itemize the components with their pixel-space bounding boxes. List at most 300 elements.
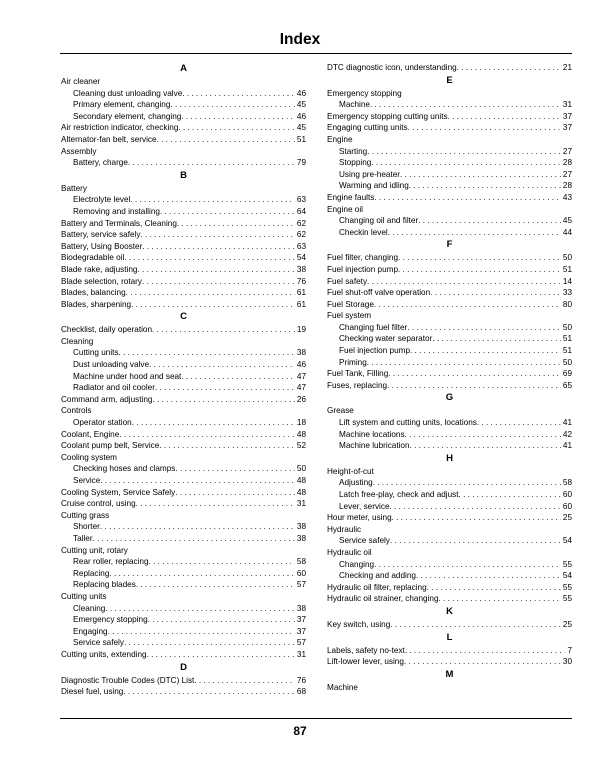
- entry-label: Battery and Terminals, Cleaning: [61, 218, 177, 228]
- dot-leader: [175, 463, 294, 475]
- dot-leader: [194, 675, 295, 687]
- entry-page-number: 31: [296, 499, 306, 509]
- dot-leader: [373, 477, 561, 489]
- entry-page-number: 37: [562, 123, 572, 133]
- index-entry: [327, 582, 572, 594]
- dot-leader: [136, 498, 295, 510]
- index-subentry: [327, 345, 572, 357]
- index-entry: [327, 287, 572, 299]
- entry-label: Controls: [61, 406, 92, 416]
- index-subentry: [327, 322, 572, 334]
- entry-label: Lift-lower lever, using: [327, 657, 404, 667]
- dot-leader: [390, 535, 561, 547]
- dot-leader: [109, 568, 294, 580]
- dot-leader: [175, 487, 295, 499]
- entry-label: Cooling system: [61, 452, 117, 462]
- dot-leader: [105, 603, 295, 615]
- index-subentry: [61, 347, 306, 359]
- dot-leader: [93, 533, 295, 545]
- top-rule: [60, 53, 572, 54]
- entry-label: Diesel fuel, using: [61, 687, 124, 697]
- entry-label: Hour meter, using: [327, 513, 392, 523]
- entry-label: Assembly: [61, 146, 97, 156]
- dot-leader: [387, 380, 561, 392]
- index-entry: [327, 512, 572, 524]
- entry-label: Cutting unit, rotary: [61, 545, 128, 555]
- index-entry: [61, 429, 306, 441]
- entry-label: Fuel system: [327, 311, 372, 321]
- entry-page-number: 51: [562, 264, 572, 274]
- index-subentry: [61, 568, 306, 580]
- entry-label: Checking hoses and clamps: [73, 464, 176, 474]
- dot-leader: [124, 252, 295, 264]
- dot-leader: [155, 382, 295, 394]
- bottom-rule: [60, 718, 572, 719]
- entry-label: Radiator and oil cooler: [73, 383, 155, 393]
- index-subentry: [61, 521, 306, 533]
- index-entry: [61, 324, 306, 336]
- dot-leader: [405, 645, 566, 657]
- dot-leader: [182, 88, 295, 100]
- dot-leader: [367, 146, 561, 158]
- entry-label: Fuel injection pump: [339, 346, 410, 356]
- entry-page-number: 25: [562, 513, 572, 523]
- dot-leader: [148, 614, 295, 626]
- dot-leader: [181, 111, 295, 123]
- index-group-heading: [327, 682, 572, 694]
- dot-leader: [119, 347, 295, 359]
- entry-page-number: 42: [562, 429, 572, 439]
- dot-leader: [416, 570, 561, 582]
- entry-label: Rear roller, replacing: [73, 557, 149, 567]
- entry-page-number: 63: [296, 195, 306, 205]
- entry-label: Labels, safety no-text: [327, 645, 405, 655]
- entry-label: Priming: [339, 357, 367, 367]
- entry-page-number: 80: [562, 299, 572, 309]
- dot-leader: [398, 252, 561, 264]
- entry-page-number: 50: [562, 253, 572, 263]
- dot-leader: [147, 649, 295, 661]
- index-entry: [61, 487, 306, 499]
- index-entry: [327, 645, 572, 657]
- entry-page-number: 54: [562, 536, 572, 546]
- entry-page-number: 69: [562, 369, 572, 379]
- index-subentry: [327, 357, 572, 369]
- entry-page-number: 76: [296, 675, 306, 685]
- entry-page-number: 38: [296, 533, 306, 543]
- entry-label: Service safely: [73, 638, 124, 648]
- index-subentry: [61, 359, 306, 371]
- entry-label: Checking and adding: [339, 571, 416, 581]
- entry-label: Machine: [339, 100, 370, 110]
- entry-page-number: 58: [296, 557, 306, 567]
- index-entry: [327, 276, 572, 288]
- entry-page-number: 37: [296, 626, 306, 636]
- index-subentry: [327, 146, 572, 158]
- entry-label: Service safely: [339, 536, 390, 546]
- entry-page-number: 37: [562, 111, 572, 121]
- entry-page-number: 51: [562, 346, 572, 356]
- entry-page-number: 65: [562, 380, 572, 390]
- entry-page-number: 50: [562, 322, 572, 332]
- dot-leader: [177, 218, 295, 230]
- entry-label: Engine faults: [327, 192, 375, 202]
- dot-leader: [157, 134, 295, 146]
- entry-label: Fuel safety: [327, 276, 368, 286]
- dot-leader: [142, 276, 295, 288]
- entry-label: Cutting units: [73, 348, 119, 358]
- dot-leader: [136, 579, 295, 591]
- entry-page-number: 47: [296, 383, 306, 393]
- dot-leader: [432, 333, 561, 345]
- entry-page-number: 76: [296, 276, 306, 286]
- entry-page-number: 48: [296, 487, 306, 497]
- entry-page-number: 47: [296, 371, 306, 381]
- entry-page-number: 57: [296, 580, 306, 590]
- entry-label: Hydraulic oil strainer, changing: [327, 594, 439, 604]
- index-entry: [327, 252, 572, 264]
- dot-leader: [126, 287, 295, 299]
- index-subentry: [61, 194, 306, 206]
- entry-page-number: 55: [562, 594, 572, 604]
- entry-page-number: 60: [562, 501, 572, 511]
- entry-label: Stopping: [339, 158, 372, 168]
- entry-label: Battery, charge: [73, 158, 128, 168]
- entry-label: Fuel injection pump: [327, 264, 398, 274]
- entry-label: Machine: [327, 682, 358, 692]
- entry-label: Fuel Tank, Filling: [327, 369, 389, 379]
- entry-label: Using pre-heater: [339, 169, 400, 179]
- index-subentry: [61, 417, 306, 429]
- entry-label: Removing and installing: [73, 206, 160, 216]
- dot-leader: [410, 440, 561, 452]
- entry-label: Emergency stopping: [73, 615, 148, 625]
- dot-leader: [418, 215, 561, 227]
- index-entry: [327, 192, 572, 204]
- dot-leader: [152, 394, 294, 406]
- entry-label: Fuel shut-off valve operation: [327, 288, 431, 298]
- index-entry: [327, 111, 572, 123]
- index-subentry: [61, 614, 306, 626]
- entry-page-number: 48: [296, 429, 306, 439]
- dot-leader: [388, 368, 561, 380]
- index-entry: [327, 299, 572, 311]
- entry-page-number: 54: [296, 253, 306, 263]
- entry-label: Changing: [339, 559, 375, 569]
- entry-page-number: 30: [562, 657, 572, 667]
- index-subentry: [61, 463, 306, 475]
- index-subentry: [61, 579, 306, 591]
- index-group-heading: [61, 545, 306, 557]
- entry-label: Battery, Using Booster: [61, 241, 143, 251]
- entry-page-number: 50: [296, 464, 306, 474]
- entry-page-number: 41: [562, 418, 572, 428]
- index-entry: [61, 122, 306, 134]
- index-subentry: [327, 477, 572, 489]
- entry-page-number: 79: [296, 158, 306, 168]
- index-subentry: [61, 88, 306, 100]
- entry-page-number: 50: [562, 357, 572, 367]
- dot-leader: [128, 157, 295, 169]
- entry-page-number: 51: [562, 334, 572, 344]
- index-entry: [327, 593, 572, 605]
- dot-leader: [374, 559, 561, 571]
- page-number: 87: [293, 724, 307, 738]
- dot-leader: [427, 582, 561, 594]
- dot-leader: [149, 556, 295, 568]
- section-letter: G: [445, 392, 454, 404]
- section-letter: L: [446, 631, 453, 643]
- entry-page-number: 44: [562, 227, 572, 237]
- dot-leader: [448, 111, 561, 123]
- index-subentry: [327, 559, 572, 571]
- entry-label: Primary element, changing: [73, 100, 171, 110]
- index-subentry: [61, 556, 306, 568]
- index-subentry: [61, 99, 306, 111]
- index-group-heading: [61, 452, 306, 464]
- index-group-heading: [327, 88, 572, 100]
- entry-label: Cutting units: [61, 591, 107, 601]
- index-subentry: [61, 157, 306, 169]
- index-group-heading: [327, 405, 572, 417]
- dot-leader: [371, 157, 561, 169]
- entry-label: Fuel filter, changing: [327, 253, 399, 263]
- entry-page-number: 57: [296, 638, 306, 648]
- entry-label: Checklist, daily operation: [61, 325, 153, 335]
- section-letter: B: [180, 169, 187, 181]
- entry-label: Battery: [61, 183, 87, 193]
- entry-page-number: 61: [296, 288, 306, 298]
- entry-label: Machine under hood and seat: [73, 371, 182, 381]
- index-group-heading: [61, 76, 306, 88]
- index-group-heading: [327, 310, 572, 322]
- dot-leader: [477, 417, 561, 429]
- entry-page-number: 31: [562, 100, 572, 110]
- entry-page-number: 7: [567, 645, 572, 655]
- entry-page-number: 45: [296, 100, 306, 110]
- dot-leader: [374, 192, 561, 204]
- dot-leader: [374, 299, 561, 311]
- section-letter: D: [180, 661, 187, 673]
- entry-page-number: 68: [296, 687, 306, 697]
- entry-page-number: 38: [296, 522, 306, 532]
- index-subentry: [61, 111, 306, 123]
- entry-label: DTC diagnostic icon, understanding: [327, 63, 457, 72]
- index-group-heading: [61, 146, 306, 158]
- index-group-heading: [327, 547, 572, 559]
- entry-page-number: 33: [562, 288, 572, 298]
- entry-page-number: 27: [562, 146, 572, 156]
- index-entry: [61, 686, 306, 698]
- dot-leader: [390, 619, 561, 631]
- entry-label: Electrolyte level: [73, 195, 131, 205]
- entry-page-number: 26: [296, 394, 306, 404]
- entry-page-number: 55: [562, 582, 572, 592]
- entry-label: Emergency stopping cutting units: [327, 111, 448, 121]
- entry-label: Diagnostic Trouble Codes (DTC) List: [61, 675, 195, 685]
- index-subentry: [61, 637, 306, 649]
- entry-label: Height-of-cut: [327, 466, 374, 476]
- index-group-heading: [61, 183, 306, 195]
- entry-label: Latch free-play, check and adjust: [339, 490, 459, 499]
- entry-page-number: 14: [562, 276, 572, 286]
- index-subentry: [327, 169, 572, 181]
- entry-label: Cleaning: [61, 336, 94, 346]
- index-entry: [327, 380, 572, 392]
- entry-page-number: 55: [562, 559, 572, 569]
- index-entry: [61, 675, 306, 687]
- index-subentry: [327, 333, 572, 345]
- index-entry: [61, 299, 306, 311]
- entry-label: Grease: [327, 406, 354, 416]
- entry-page-number: 58: [562, 478, 572, 488]
- dot-leader: [407, 322, 561, 334]
- dot-leader: [370, 99, 561, 111]
- entry-label: Lever, service: [339, 501, 390, 511]
- entry-label: Fuel Storage: [327, 299, 374, 309]
- dot-leader: [410, 345, 561, 357]
- entry-label: Changing fuel filter: [339, 322, 408, 332]
- entry-page-number: 62: [296, 218, 306, 228]
- entry-label: Biodegradable oil: [61, 253, 125, 263]
- entry-label: Changing oil and filter: [339, 216, 419, 226]
- dot-leader: [119, 429, 295, 441]
- entry-page-number: 38: [296, 264, 306, 274]
- index-group-heading: [327, 204, 572, 216]
- entry-page-number: 45: [296, 123, 306, 133]
- dot-leader: [149, 359, 295, 371]
- dot-leader: [100, 521, 295, 533]
- index-subentry: [327, 489, 572, 501]
- entry-page-number: 21: [562, 63, 572, 72]
- index-subentry: [327, 417, 572, 429]
- index-entry: [327, 122, 572, 134]
- index-column-left: [61, 62, 306, 698]
- entry-page-number: 46: [296, 360, 306, 370]
- entry-label: Cooling System, Service Safely: [61, 487, 176, 497]
- entry-page-number: 28: [562, 181, 572, 191]
- entry-label: Command arm, adjusting: [61, 394, 153, 404]
- entry-page-number: 51: [296, 134, 306, 144]
- entry-page-number: 60: [296, 568, 306, 578]
- entry-label: Taller: [73, 533, 93, 543]
- entry-page-number: 54: [562, 571, 572, 581]
- entry-label: Machine locations: [339, 429, 405, 439]
- index-entry: [327, 264, 572, 276]
- dot-leader: [124, 637, 295, 649]
- index-group-heading: [61, 510, 306, 522]
- dot-leader: [130, 194, 295, 206]
- dot-leader: [170, 99, 295, 111]
- entry-label: Warming and idling: [339, 181, 409, 191]
- dot-leader: [405, 429, 561, 441]
- index-entry: [327, 656, 572, 668]
- dot-leader: [132, 417, 295, 429]
- entry-label: Air restriction indicator, checking: [61, 123, 179, 133]
- index-group-heading: [327, 524, 572, 536]
- entry-page-number: 62: [296, 230, 306, 240]
- index-subentry: [327, 215, 572, 227]
- dot-leader: [367, 357, 561, 369]
- entry-page-number: 64: [296, 206, 306, 216]
- dot-leader: [123, 686, 295, 698]
- entry-label: Coolant pump belt, Service: [61, 441, 160, 451]
- dot-leader: [181, 371, 295, 383]
- entry-label: Coolant, Engine: [61, 429, 120, 439]
- dot-leader: [457, 62, 561, 74]
- dot-leader: [160, 206, 295, 218]
- dot-leader: [459, 489, 561, 501]
- entry-page-number: 27: [562, 169, 572, 179]
- entry-label: Service: [73, 476, 101, 485]
- dot-leader: [137, 264, 294, 276]
- index-entry: [61, 229, 306, 241]
- dot-leader: [409, 180, 561, 192]
- dot-leader: [430, 287, 561, 299]
- entry-page-number: 61: [296, 299, 306, 309]
- index-group-heading: [61, 405, 306, 417]
- index-subentry: [327, 99, 572, 111]
- entry-label: Engaging: [73, 626, 108, 636]
- entry-page-number: 63: [296, 241, 306, 251]
- index-entry: [61, 218, 306, 230]
- entry-label: Key switch, using: [327, 619, 391, 629]
- entry-page-number: 31: [296, 649, 306, 659]
- entry-label: Blade selection, rotary: [61, 276, 143, 286]
- entry-label: Blade rake, adjusting: [61, 264, 138, 274]
- entry-page-number: 41: [562, 441, 572, 451]
- dot-leader: [108, 626, 295, 638]
- entry-label: Cutting units, extending: [61, 649, 147, 659]
- index-subentry: [327, 180, 572, 192]
- section-letter: F: [446, 239, 453, 251]
- index-column-right: [327, 62, 572, 693]
- section-letter: A: [180, 63, 187, 74]
- index-subentry: [61, 603, 306, 615]
- section-letter: H: [446, 452, 453, 464]
- entry-page-number: 52: [296, 441, 306, 451]
- index-entry: [61, 440, 306, 452]
- dot-leader: [159, 440, 295, 452]
- entry-page-number: 43: [562, 192, 572, 202]
- index-subentry: [61, 382, 306, 394]
- index-subentry: [61, 626, 306, 638]
- entry-label: Blades, balancing: [61, 288, 126, 298]
- entry-label: Hydraulic oil filter, replacing: [327, 582, 427, 592]
- entry-label: Operator station: [73, 418, 132, 428]
- dot-leader: [178, 122, 294, 134]
- index-subentry: [61, 533, 306, 545]
- dot-leader: [400, 169, 561, 181]
- entry-label: Battery, service safely: [61, 230, 141, 240]
- entry-label: Hydraulic: [327, 524, 362, 534]
- entry-page-number: 60: [562, 490, 572, 499]
- entry-label: Cutting grass: [61, 510, 110, 520]
- entry-page-number: 37: [296, 615, 306, 625]
- entry-page-number: 38: [296, 348, 306, 358]
- index-entry: [61, 241, 306, 253]
- index-group-heading: [61, 336, 306, 348]
- entry-label: Fuses, replacing: [327, 380, 388, 390]
- dot-leader: [131, 299, 295, 311]
- dot-leader: [390, 501, 561, 513]
- entry-label: Adjusting: [339, 478, 373, 488]
- entry-label: Alternator-fan belt, service: [61, 134, 157, 144]
- dot-leader: [142, 241, 295, 253]
- index-entry: [61, 649, 306, 661]
- entry-page-number: 28: [562, 158, 572, 168]
- index-entry: [327, 619, 572, 631]
